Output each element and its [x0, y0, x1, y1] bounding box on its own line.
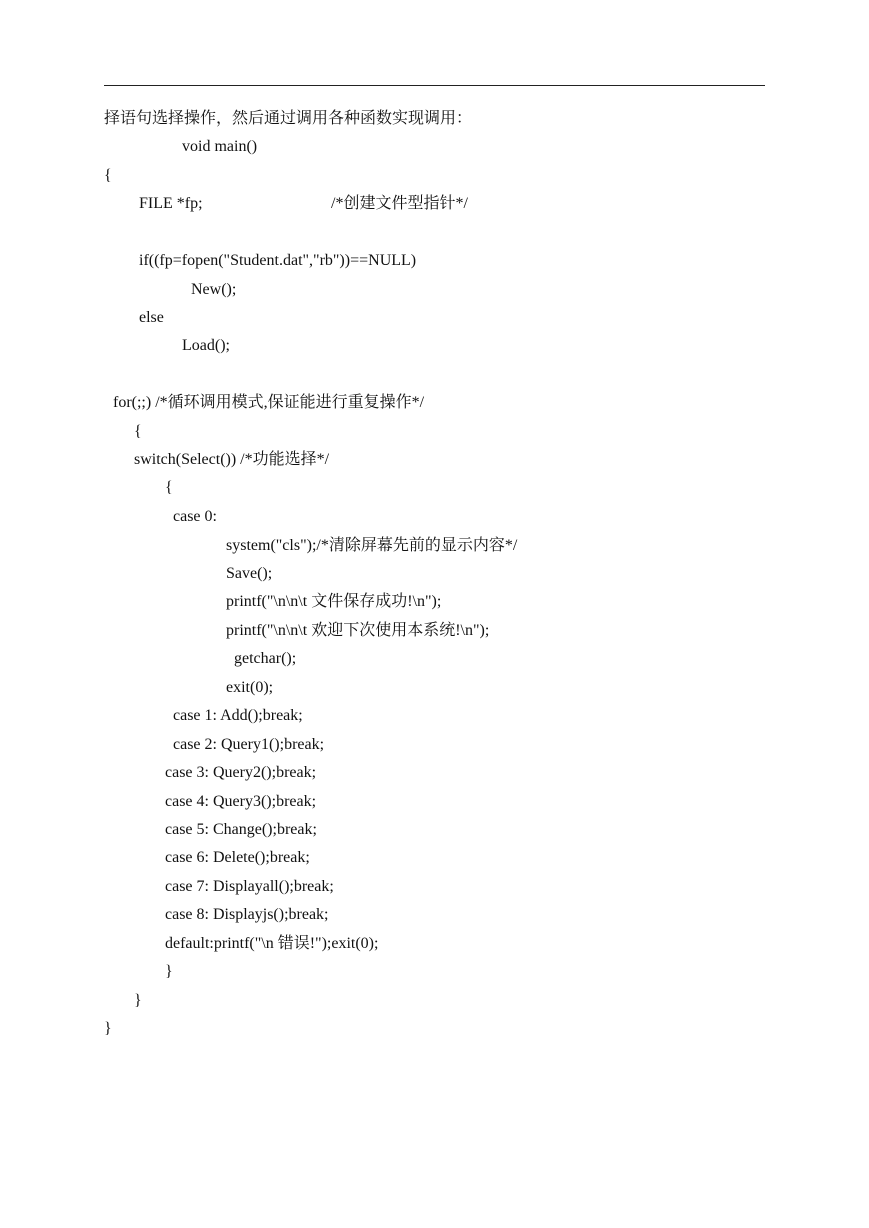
code-default-line: default:printf("\n 错误!");exit(0);	[165, 935, 379, 952]
code-main-decl: void main()	[182, 138, 258, 155]
code-case6: case 6: Delete();break;	[165, 849, 310, 866]
code-printf-welcome: printf("\n\n\t 欢迎下次使用本系统!\n");	[226, 622, 490, 639]
code-case0: case 0:	[173, 508, 217, 525]
code-case1: case 1: Add();break;	[173, 707, 303, 724]
code-open-brace-for: {	[134, 423, 142, 440]
code-if-line: if((fp=fopen("Student.dat","rb"))==NULL)	[139, 252, 417, 269]
header-rule	[104, 85, 765, 86]
code-close-brace-for: }	[134, 992, 142, 1009]
code-case8: case 8: Displayjs();break;	[165, 906, 329, 923]
code-system-cls: system("cls");/*清除屏幕先前的显示内容*/	[226, 537, 518, 554]
code-else: else	[139, 309, 164, 326]
code-open-brace-main: {	[104, 167, 112, 184]
code-new-call: New();	[191, 281, 237, 298]
code-file-comment: /*创建文件型指针*/	[331, 195, 468, 212]
code-case3: case 3: Query2();break;	[165, 764, 317, 781]
code-exit-call: exit(0);	[226, 679, 274, 696]
code-printf-saved: printf("\n\n\t 文件保存成功!\n");	[226, 593, 442, 610]
code-for-line: for(;;) /*循环调用模式,保证能进行重复操作*/	[113, 394, 425, 411]
code-case4: case 4: Query3();break;	[165, 793, 317, 810]
code-save-call: Save();	[226, 565, 273, 582]
code-case5: case 5: Change();break;	[165, 821, 317, 838]
code-load-call: Load();	[182, 337, 230, 354]
code-open-brace-switch: {	[165, 479, 173, 496]
code-file-decl: FILE *fp;	[139, 195, 203, 212]
code-close-brace-main: }	[104, 1020, 112, 1037]
intro-text: 择语句选择操作，然后通过调用各种函数实现调用：	[104, 110, 473, 127]
code-case2: case 2: Query1();break;	[173, 736, 325, 753]
code-getchar-call: getchar();	[234, 650, 297, 667]
code-switch-line: switch(Select()) /*功能选择*/	[134, 451, 330, 468]
code-case7: case 7: Displayall();break;	[165, 878, 334, 895]
code-close-brace-switch: }	[165, 963, 173, 980]
